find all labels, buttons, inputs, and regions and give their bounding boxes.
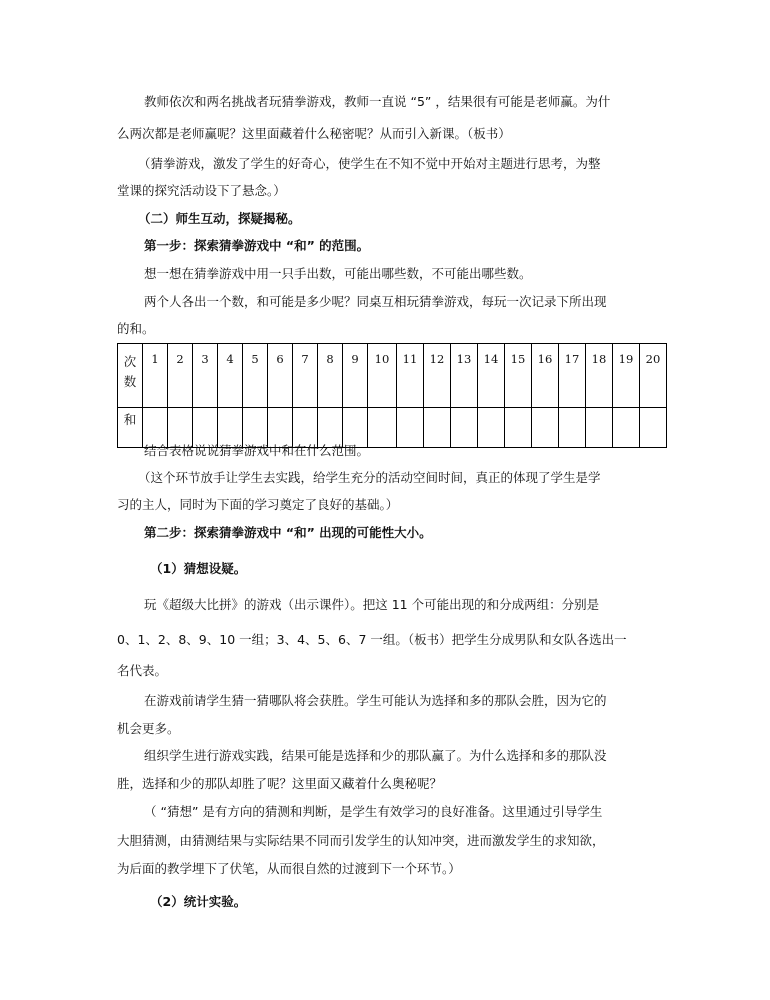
paragraph-9: 组织学生进行游戏实践，结果可能是选择和少的那队赢了。为什么选择和多的那队没 (144, 748, 607, 763)
count-cell: 9 (343, 344, 368, 408)
sum-cell (505, 408, 532, 448)
sum-cell (451, 408, 478, 448)
count-cell: 3 (193, 344, 218, 408)
paragraph-1-cont: 么两次都是老师赢呢？这里面藏着什么秘密呢？从而引入新课。（板书） (117, 126, 511, 141)
count-cell: 13 (451, 344, 478, 408)
sum-cell (478, 408, 505, 448)
count-cell: 16 (532, 344, 559, 408)
paragraph-6: （这个环节放手让学生去实践，给学生充分的活动空间时间，真正的体现了学生是学 (138, 470, 601, 485)
section-heading-2: （二）师生互动，探疑揭秘。 (138, 211, 301, 226)
paragraph-10: （ “猜想” 是有方向的猜测和判断，是学生有效学习的良好准备。这里通过引导学生 (144, 804, 603, 819)
paragraph-7: 玩《超级大比拼》的游戏（出示课件）。把这 11 个可能出现的和分成两组：分别是 (144, 597, 600, 612)
count-cell: 14 (478, 344, 505, 408)
count-cell: 11 (397, 344, 424, 408)
count-cell: 4 (218, 344, 243, 408)
count-cell: 2 (168, 344, 193, 408)
paragraph-3: 想一想在猜拳游戏中用一只手出数，可能出哪些数，不可能出哪些数。 (144, 266, 532, 281)
count-cell: 7 (293, 344, 318, 408)
sum-cell (613, 408, 640, 448)
sum-cell (368, 408, 397, 448)
paragraph-8-cont: 机会更多。 (117, 721, 180, 736)
subheading-1: （1）猜想设疑。 (150, 561, 247, 576)
sum-cell (397, 408, 424, 448)
count-cell: 10 (368, 344, 397, 408)
count-cell: 18 (586, 344, 613, 408)
row-header-count-char-1: 次 (123, 354, 137, 369)
sum-cell (586, 408, 613, 448)
count-cell: 5 (243, 344, 268, 408)
paragraph-1: 教师依次和两名挑战者玩猜拳游戏，教师一直说 “5” ，结果很有可能是老师赢。为什 (144, 94, 611, 109)
count-cell: 19 (613, 344, 640, 408)
subheading-2: （2）统计实验。 (150, 894, 247, 909)
count-cell: 17 (559, 344, 586, 408)
sum-cell (559, 408, 586, 448)
paragraph-5: 结合表格说说猜拳游戏中和在什么范围。 (144, 443, 370, 458)
sum-cell (424, 408, 451, 448)
sum-cell (532, 408, 559, 448)
count-cell: 6 (268, 344, 293, 408)
count-cell: 1 (143, 344, 168, 408)
row-header-count (118, 344, 143, 408)
paragraph-8: 在游戏前请学生猜一猜哪队将会获胜。学生可能认为选择和多的那队会胜，因为它的 (144, 693, 607, 708)
paragraph-9-cont: 胜，选择和少的那队却胜了呢？这里面又藏着什么奥秘呢？ (117, 776, 443, 791)
count-cell: 20 (640, 344, 667, 408)
step-1-heading: 第一步：探索猜拳游戏中 “和” 的范围。 (144, 238, 370, 253)
table-row-count (118, 344, 667, 408)
paragraph-4: 两个人各出一个数，和可能是多少呢？同桌互相玩猜拳游戏，每玩一次记录下所出现 (144, 294, 607, 309)
paragraph-2: （猜拳游戏，激发了学生的好奇心，使学生在不知不觉中开始对主题进行思考，为整 (138, 156, 601, 171)
paragraph-10-cont-2: 为后面的教学埋下了伏笔，从而很自然的过渡到下一个环节。） (117, 861, 461, 876)
paragraph-7-cont-2: 名代表。 (117, 663, 168, 678)
paragraph-10-cont-1: 大胆猜测，由猜测结果与实际结果不同而引发学生的认知冲突，进而激发学生的求知欲， (117, 833, 605, 848)
paragraph-4-cont: 的和。 (117, 321, 155, 336)
count-cell: 8 (318, 344, 343, 408)
count-cell: 12 (424, 344, 451, 408)
paragraph-6-cont: 习的主人，同时为下面的学习奠定了良好的基础。） (117, 497, 399, 512)
paragraph-2-cont: 堂课的探究活动设下了悬念。） (117, 183, 286, 198)
count-cell: 15 (505, 344, 532, 408)
paragraph-7-cont-1: 0、1、2、8、9、10 一组；3、4、5、6、7 一组。（板书）把学生分成男队和女队各选出一 (117, 632, 627, 647)
step-2-heading: 第二步：探索猜拳游戏中 “和” 出现的可能性大小。 (144, 525, 432, 540)
sum-cell (640, 408, 667, 448)
row-header-sum: 和 (118, 408, 143, 448)
row-header-count-char-2: 数 (123, 374, 137, 389)
record-table (117, 343, 667, 448)
